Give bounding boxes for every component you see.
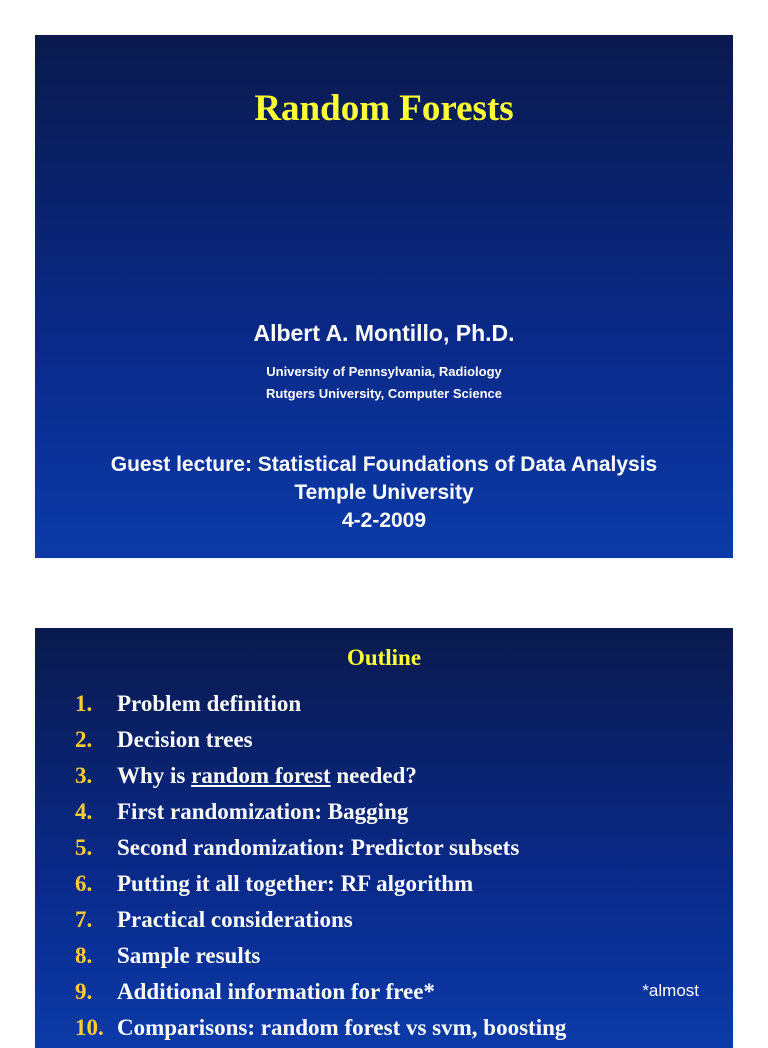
item-text-underlined: random forest xyxy=(191,763,331,788)
item-number: 3. xyxy=(75,763,93,788)
item-text: Sample results xyxy=(117,943,261,968)
outline-item xyxy=(75,830,566,866)
outline-item xyxy=(75,938,566,974)
author-name: Albert A. Montillo, Ph.D. xyxy=(253,320,515,346)
item-number: 2. xyxy=(75,727,93,752)
outline-item xyxy=(75,686,566,722)
item-text: Comparisons: random forest vs svm, boosting xyxy=(117,1015,567,1040)
affiliation-2: Rutgers University, Computer Science xyxy=(266,386,502,401)
outline-slide xyxy=(35,628,733,1048)
item-text: Decision trees xyxy=(117,727,253,752)
item-number: 9. xyxy=(75,979,93,1004)
footnote: *almost xyxy=(642,981,699,1000)
item-text: Additional information for free* xyxy=(117,979,435,1004)
item-text: Practical considerations xyxy=(117,907,353,932)
outline-item xyxy=(75,794,566,830)
affiliation-1: University of Pennsylvania, Radiology xyxy=(266,364,502,379)
item-number: 8. xyxy=(75,943,93,968)
item-text: Problem definition xyxy=(117,691,302,716)
slide-title: Random Forests xyxy=(254,88,514,129)
item-number: 7. xyxy=(75,907,93,932)
item-number: 5. xyxy=(75,835,93,860)
item-number: 6. xyxy=(75,871,93,896)
outline-item xyxy=(75,1010,566,1046)
item-text: Second randomization: Predictor subsets xyxy=(117,835,520,860)
outline-item xyxy=(75,758,566,794)
outline-title: Outline xyxy=(346,645,422,670)
lecture-title: Guest lecture: Statistical Foundations of Data Analysis xyxy=(110,453,658,476)
item-number: 4. xyxy=(75,799,93,824)
item-text: Putting it all together: RF algorithm xyxy=(117,871,474,896)
lecture-date: 4-2-2009 xyxy=(341,509,427,532)
outline-item xyxy=(75,902,566,938)
outline-list xyxy=(75,686,566,1046)
item-text-post: needed? xyxy=(330,763,417,788)
item-number: 1. xyxy=(75,691,93,716)
outline-item xyxy=(75,722,566,758)
lecture-institution: Temple University xyxy=(294,481,474,504)
item-number: 10. xyxy=(75,1015,104,1040)
outline-item xyxy=(75,866,566,902)
item-text: First randomization: Bagging xyxy=(117,799,409,824)
item-text-pre: Why is xyxy=(117,763,192,788)
title-slide xyxy=(35,35,733,558)
outline-item xyxy=(75,974,566,1010)
